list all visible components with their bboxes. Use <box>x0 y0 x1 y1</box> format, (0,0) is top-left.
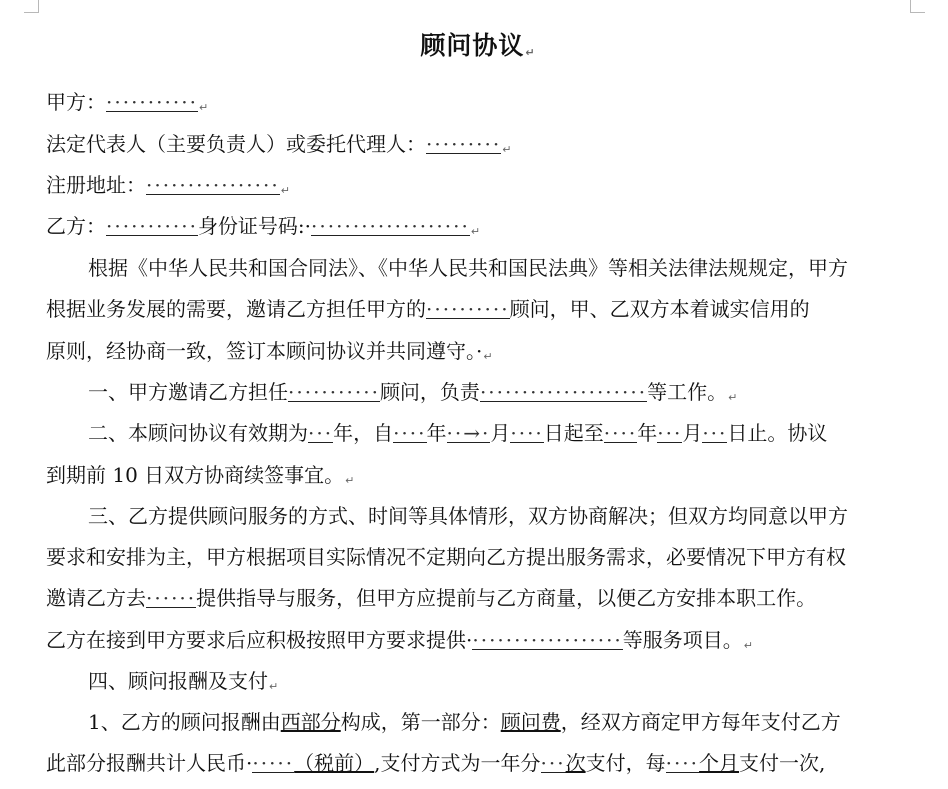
clause-3-text: 三、乙方提供顾问服务的方式、时间等具体情形，双方协商解决；但双方均同意以甲方 <box>88 504 848 528</box>
intro-line-3 <box>46 339 910 369</box>
party-a-blank[interactable]: ··········· <box>106 90 198 114</box>
clause-4-text: 支付一次, <box>739 751 826 775</box>
installments-blank[interactable]: ··· <box>540 751 566 775</box>
representative-line <box>46 132 910 162</box>
clause-2-text: 日止。协议 <box>727 421 828 445</box>
clause-3-line-2 <box>46 545 910 569</box>
clause-4-text: 构成，第一部分： <box>340 710 501 734</box>
service-items-blank[interactable]: ·················· <box>472 628 623 652</box>
address-line <box>46 173 910 203</box>
intro-line-2 <box>46 297 910 321</box>
representative-blank[interactable]: ········· <box>426 132 502 156</box>
clause-2-text: 月 <box>682 421 703 445</box>
intro-text-2: 根据业务发展的需要，邀请乙方担任甲方的 <box>46 297 426 321</box>
party-b-blank[interactable]: ··········· <box>106 214 198 238</box>
times-label: 次 <box>565 751 586 775</box>
paragraph-mark: ↵ <box>502 143 512 156</box>
party-a-line <box>46 90 910 120</box>
clause-3-text: 提供指导与服务，但甲方应提前与乙方商量，以便乙方安排本职工作。 <box>196 586 817 610</box>
clause-3-line-1 <box>46 504 948 528</box>
paragraph-mark: ↵ <box>280 184 290 197</box>
clause-2-text: 月 <box>490 421 511 445</box>
clause-4-text: 支付，每 <box>585 751 666 775</box>
end-year-blank[interactable]: ···· <box>603 421 638 445</box>
start-day-blank[interactable]: ···· <box>510 421 544 445</box>
parts-count-value[interactable]: 西部分 <box>280 710 341 734</box>
clause-1-text-a: 一、甲方邀请乙方担任 <box>88 380 288 404</box>
service-location-blank[interactable]: ······ <box>146 586 197 610</box>
paragraph-mark: ↵ <box>345 474 355 487</box>
interval-months-blank[interactable]: ···· <box>665 751 700 775</box>
paragraph-mark: ↵ <box>743 639 754 652</box>
intro-text-2b: 顾问，甲、乙双方本着诚实信用的 <box>509 297 810 321</box>
clause-2-text: 日起至 <box>543 421 604 445</box>
end-month-blank[interactable]: ··· <box>657 421 683 445</box>
clause-3-line-4 <box>46 628 910 658</box>
term-years-blank[interactable]: ··· <box>308 421 334 445</box>
paragraph-mark: ↵ <box>269 680 279 693</box>
address-blank[interactable]: ················ <box>146 173 280 197</box>
clause-4-heading <box>46 669 948 699</box>
end-day-blank[interactable]: ··· <box>702 421 728 445</box>
paragraph-mark: ↵ <box>470 225 481 238</box>
clause-2-line-1 <box>46 421 948 445</box>
consultant-type-blank[interactable]: ·········· <box>426 297 510 321</box>
clause-3-line-3 <box>46 586 910 610</box>
clause-4-text: 此部分报酬共计人民币· <box>46 751 253 775</box>
intro-text-3: 原则，经协商一致，签订本顾问协议并共同遵守。· <box>46 339 483 363</box>
clause-2-text: 年 <box>637 421 658 445</box>
clause-2-line-2 <box>46 463 910 493</box>
clause-2-text: 年 <box>426 421 447 445</box>
clause-4-text: ,支付方式为一年分 <box>374 751 541 775</box>
representative-label: 法定代表人（主要负责人）或委托代理人： <box>46 132 426 156</box>
page-corner-mark-right <box>910 0 925 13</box>
start-month-blank[interactable]: ··→· <box>446 421 491 445</box>
intro-text-1: 根据《中华人民共和国合同法》、《中华人民共和国民法典》等相关法律法规规定，甲方 <box>88 256 848 280</box>
clause-2-text: 到期前 10 日双方协商续签事宜。 <box>46 463 345 487</box>
id-number-blank[interactable]: ··················· <box>311 214 470 238</box>
page-corner-mark-left <box>24 0 39 13</box>
clause-1-role-blank[interactable]: ··········· <box>288 380 380 404</box>
clause-4-text: ，经双方商定甲方每年支付乙方 <box>560 710 841 734</box>
id-number-label: 身份证号码:· <box>197 214 312 238</box>
fee-amount-blank[interactable]: ····· <box>252 751 295 775</box>
party-b-line <box>46 214 910 244</box>
clause-3-text: 乙方在接到甲方要求后应积极按照甲方要求提供· <box>46 628 473 652</box>
document-title <box>46 26 910 62</box>
months-label: 个月 <box>699 751 740 775</box>
paragraph-mark: ↵ <box>728 391 738 404</box>
paragraph-mark: ↵ <box>198 101 209 114</box>
title-text: 顾问协议 <box>420 31 525 60</box>
address-label: 注册地址： <box>46 173 146 197</box>
clause-3-text: 要求和安排为主，甲方根据项目实际情况不定期向乙方提出服务需求，必要情况下甲方有权 <box>46 545 846 569</box>
party-a-label: 甲方： <box>46 90 106 114</box>
paragraph-mark: ↵ <box>525 46 536 59</box>
clause-3-text: 等服务项目。 <box>622 628 743 652</box>
clause-4-line-1 <box>46 710 948 734</box>
clause-4-line-2 <box>46 751 910 775</box>
clause-2-text: 二、本顾问协议有效期为 <box>88 421 308 445</box>
clause-1-duty-blank[interactable]: ···················· <box>479 380 648 404</box>
clause-2-text: 年，自 <box>333 421 394 445</box>
consulting-fee-value[interactable]: 顾问费 <box>500 710 561 734</box>
clause-3-text: 邀请乙方去 <box>46 586 146 610</box>
pretax-label: （税前） <box>294 751 375 775</box>
clause-1-text-c: 等工作。 <box>647 380 728 404</box>
clause-4-text: 1、乙方的顾问报酬由 <box>88 710 281 734</box>
intro-line-1 <box>46 256 948 280</box>
start-year-blank[interactable]: ···· <box>393 421 427 445</box>
clause-1 <box>46 380 948 410</box>
clause-4-heading-text: 四、顾问报酬及支付 <box>88 669 268 693</box>
paragraph-mark: ↵ <box>483 350 493 363</box>
party-b-label: 乙方： <box>46 214 106 238</box>
clause-1-text-b: 顾问，负责 <box>379 380 480 404</box>
